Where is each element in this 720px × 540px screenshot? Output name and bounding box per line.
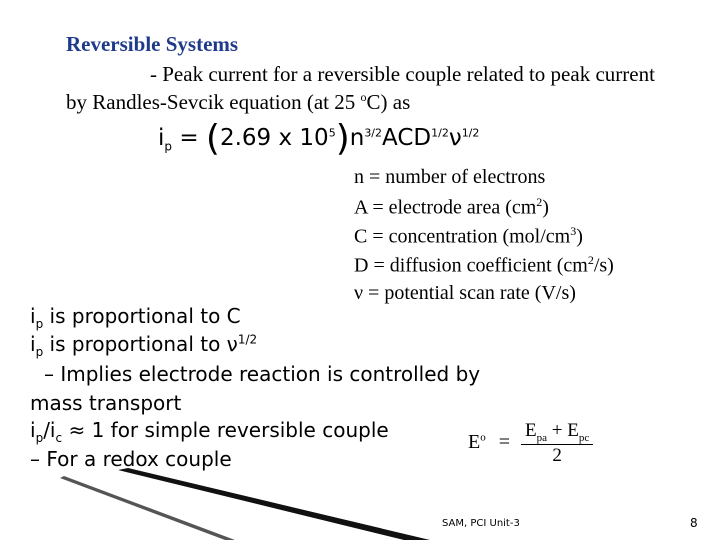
legend-a-post: ) (542, 196, 549, 219)
bullet-redox-couple: – For a redox couple (30, 447, 232, 471)
bullet-mass-transport: mass transport (30, 391, 182, 415)
page-number: 8 (690, 516, 698, 530)
e0-denominator: 2 (552, 444, 562, 466)
legend-d-text: D = diffusion coefficient (cm (354, 254, 588, 277)
eq-acd: ACD (382, 125, 432, 151)
eq-coefficient: 2.69 x 10 (219, 125, 329, 151)
legend-c (354, 224, 583, 249)
legend-a-text: A = electrode area (cm (354, 196, 537, 219)
footer-text: SAM, PCI Unit-3 (442, 518, 520, 529)
b5-mid: /i (43, 418, 56, 442)
b5-sub2: c (55, 431, 63, 445)
b2-sup: 1/2 (237, 332, 258, 347)
legend-n-text: n = number of electrons (354, 166, 546, 188)
intro-line-2-suffix: C) as (366, 90, 411, 114)
bullet-ip-proportional-nu (30, 332, 257, 359)
legend-c-post: ) (576, 225, 583, 248)
legend-d-post: /s) (593, 254, 614, 277)
legend-nu (354, 282, 576, 305)
legend-c-text: C = concentration (mol/cm (354, 225, 571, 248)
e0-fraction (521, 420, 593, 467)
eq-open-paren: ( (205, 118, 220, 159)
eq-n-exp: 3/2 (364, 126, 383, 140)
e0-equals: = (498, 431, 510, 453)
legend-a (354, 195, 549, 220)
intro-line-1: - Peak current for a reversible couple related to peak current (150, 62, 655, 86)
intro-line-2 (66, 90, 410, 115)
legend-a-sup: 2 (536, 195, 543, 209)
b5-text: ≈ 1 for simple reversible couple (62, 418, 389, 442)
intro-line-2-prefix: by Randles-Sevcik equation (at 25 (66, 90, 361, 114)
eq-nu: ν (448, 125, 462, 151)
e0-lhs-sup: o (480, 431, 486, 444)
legend-c-sup: 3 (570, 224, 577, 238)
bullet-implies: – Implies electrode reaction is controlled by (44, 362, 481, 386)
legend-nu-text: ν = potential scan rate (V/s) (354, 282, 576, 304)
eq-coefficient-exp: 5 (328, 126, 336, 140)
b1-i: i (30, 304, 36, 328)
b1-sub: p (35, 317, 44, 331)
eq-lhs-sub: p (164, 139, 173, 154)
b2-i: i (30, 332, 36, 356)
b5-sub1: p (35, 431, 44, 445)
eq-close-paren: ) (335, 118, 350, 159)
randles-sevcik-equation (158, 118, 479, 159)
e0-num-sub1: pa (536, 431, 547, 444)
bullet-ip-proportional-c (30, 304, 241, 331)
eq-equals: = (179, 125, 199, 151)
eq-n: n (349, 125, 365, 151)
eq-acd-exp: 1/2 (431, 126, 449, 140)
b1-text: is proportional to C (43, 304, 241, 328)
b2-text: is proportional to ν (43, 332, 238, 356)
eq-lhs: i (158, 125, 165, 151)
legend-d-sup: 2 (587, 253, 594, 267)
e0-num-plus: + E (547, 420, 579, 441)
e0-lhs: E (468, 431, 481, 453)
legend-d (354, 253, 614, 278)
formal-potential-equation (468, 420, 593, 467)
slide-title: Reversible Systems (66, 32, 239, 56)
e0-num-e1: E (525, 420, 537, 441)
legend-n (354, 166, 545, 189)
eq-nu-exp: 1/2 (461, 126, 480, 140)
b2-sub: p (35, 345, 44, 359)
degree-superscript: o (360, 90, 367, 104)
b5-i1: i (30, 418, 36, 442)
e0-numerator (521, 420, 593, 445)
e0-num-sub2: pc (578, 431, 590, 444)
bullet-ratio (30, 418, 389, 445)
